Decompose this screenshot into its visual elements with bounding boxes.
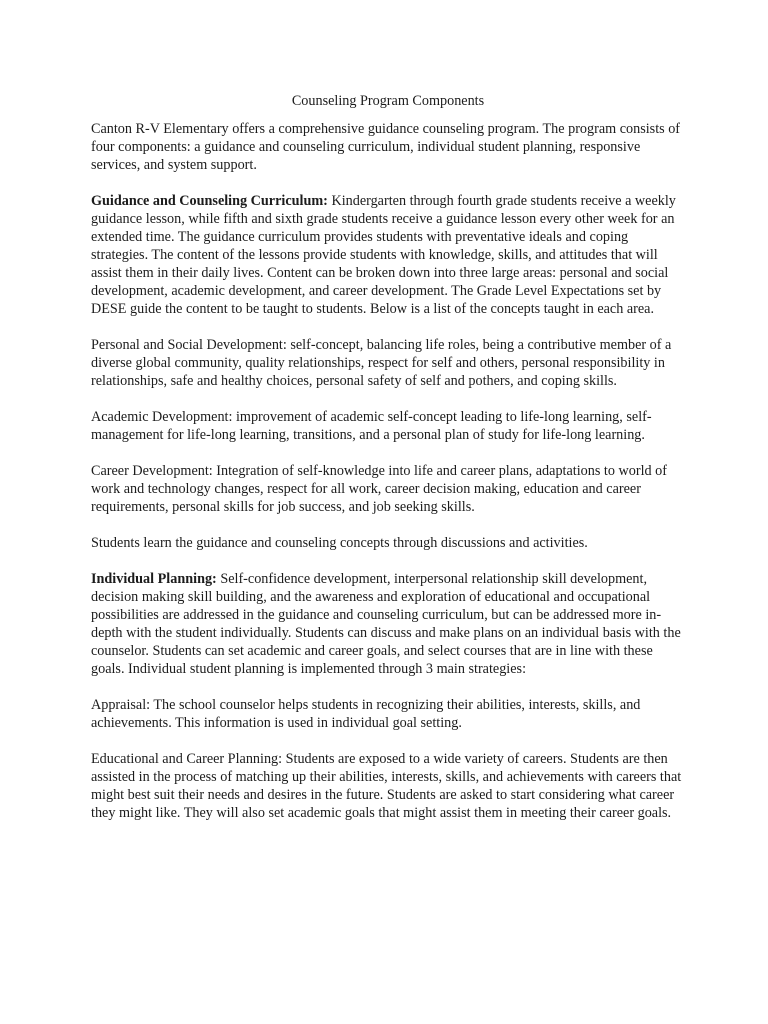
- personal-social-paragraph: Personal and Social Development: self-concept, balancing life roles, being a contributive member of a diverse global community, quality relationships, respect for self and others, personal responsibility in relationships, safe and healthy choices, personal safety of self and pothers, and coping skills.: [91, 337, 672, 389]
- individual-planning-body: Self-confidence development, interpersonal relationship skill development, decision making skill building, and the awareness and exploration of educational and occupational possibilities are addressed in the guidance and counseling curriculum, but can be addressed more in-depth with the student individually. Students can discuss and make plans on an individual basis with the counselor. Students can set academic and career goals, and select courses that are in line with these goals. Individual student planning is implemented through 3 main strategies:: [91, 571, 681, 677]
- intro-paragraph: Canton R-V Elementary offers a comprehensive guidance counseling program. The program consists of four components: a guidance and counseling curriculum, individual student planning, responsive services, and system support.: [91, 121, 681, 173]
- individual-planning-paragraph: [91, 570, 685, 678]
- curriculum-paragraph: [91, 192, 685, 318]
- curriculum-body: Kindergarten through fourth grade students receive a weekly guidance lesson, while fifth and sixth grade students receive a guidance lesson every other week for an extended time. The guidance curriculum provides students with preventative ideals and coping strategies. The content of the lessons provide students with knowledge, skills, and attitudes that will assist them in their daily lives. Content can be broken down into three large areas: personal and social development, academic development, and career development. The Grade Level Expectations set by DESE guide the content to be taught to students. Below is a list of the concepts taught in each area.: [91, 193, 676, 317]
- page-title: Counseling Program Components: [291, 93, 485, 109]
- curriculum-heading: Guidance and Counseling Curriculum:: [91, 193, 328, 209]
- document-body: [91, 92, 685, 840]
- career-paragraph: Career Development: Integration of self-knowledge into life and career plans, adaptations to world of work and technology changes, respect for all work, career decision making, education and career requirements, personal skills for job success, and job seeking skills.: [91, 463, 667, 515]
- appraisal-paragraph: Appraisal: The school counselor helps students in recognizing their abilities, interests, skills, and achievements. This information is used in individual goal setting.: [91, 697, 641, 731]
- individual-planning-heading: Individual Planning:: [91, 571, 217, 587]
- educational-career-paragraph: Educational and Career Planning: Students are exposed to a wide variety of careers. Students are then assisted in the process of matching up their abilities, interests, skills, and achievements with careers that might best suit their needs and desires in the future. Students are asked to start considering what career they might like. They will also set academic goals that might assist them in meeting their career goals.: [91, 751, 682, 821]
- students-learn-paragraph: Students learn the guidance and counseling concepts through discussions and activities.: [91, 535, 588, 551]
- academic-paragraph: Academic Development: improvement of academic self-concept leading to life-long learning, self-management for life-long learning, transitions, and a personal plan of study for life-long learning.: [91, 409, 652, 443]
